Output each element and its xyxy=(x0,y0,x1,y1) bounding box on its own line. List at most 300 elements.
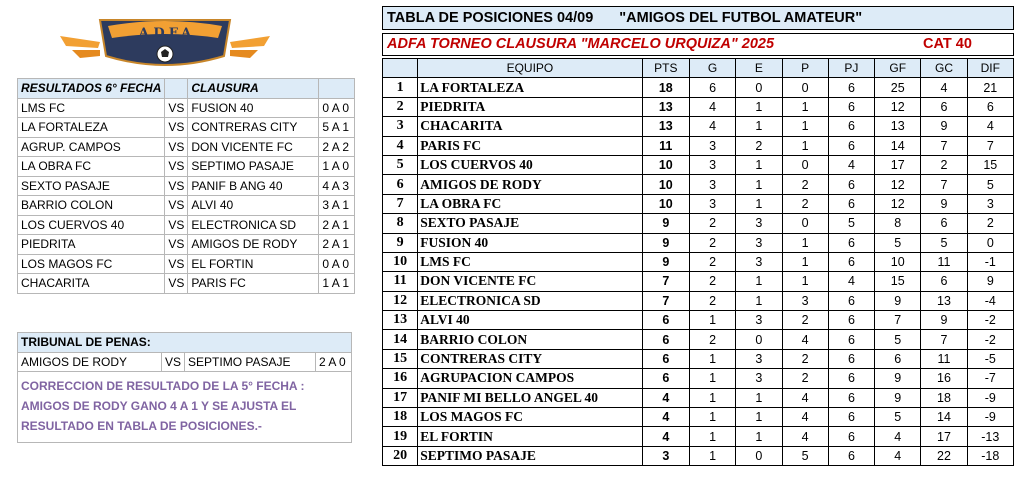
cell-pos: 15 xyxy=(383,349,418,368)
cell-e: 2 xyxy=(736,136,782,155)
result-score: 1 A 0 xyxy=(319,157,355,177)
standings-row xyxy=(383,194,1014,213)
result-row xyxy=(18,235,355,255)
cell-pj: 6 xyxy=(828,311,874,330)
cell-g: 1 xyxy=(689,446,735,465)
cell-pos: 2 xyxy=(383,97,418,116)
cell-team: AGRUPACION CAMPOS xyxy=(418,369,642,388)
cell-p: 0 xyxy=(782,214,828,233)
standings-title: TABLA DE POSICIONES 04/09 xyxy=(387,10,594,26)
result-vs: VS xyxy=(165,274,188,294)
cell-pts: 6 xyxy=(642,369,689,388)
cell-p: 3 xyxy=(782,291,828,310)
result-row xyxy=(18,157,355,177)
tribunal-header-row xyxy=(18,333,352,353)
tribunal-note: CORRECCION DE RESULTADO DE LA 5° FECHA : AMIGOS DE RODY GANO 4 A 1 Y SE AJUSTA EL RESULTADO EN TABLA DE POSICIONES.- xyxy=(18,372,352,443)
cell-e: 3 xyxy=(736,349,782,368)
standings-row xyxy=(383,369,1014,388)
cell-gf: 9 xyxy=(875,388,921,407)
cell-gc: 2 xyxy=(921,155,967,174)
tribunal-note-row xyxy=(18,372,352,443)
cell-g: 2 xyxy=(689,272,735,291)
cell-dif: 0 xyxy=(967,233,1013,252)
cell-dif: 21 xyxy=(967,78,1013,97)
cell-p: 2 xyxy=(782,194,828,213)
cell-pos: 8 xyxy=(383,214,418,233)
cell-gc: 6 xyxy=(921,214,967,233)
standings-row xyxy=(383,349,1014,368)
cell-pts: 10 xyxy=(642,175,689,194)
cell-pj: 6 xyxy=(828,175,874,194)
cell-pj: 6 xyxy=(828,330,874,349)
cell-gc: 4 xyxy=(921,78,967,97)
cell-pts: 9 xyxy=(642,252,689,271)
cell-pos: 16 xyxy=(383,369,418,388)
result-score: 2 A 1 xyxy=(319,235,355,255)
cell-team: LMS FC xyxy=(418,252,642,271)
cell-gc: 9 xyxy=(921,311,967,330)
standings-row xyxy=(383,427,1014,446)
result-home: LOS MAGOS FC xyxy=(18,254,165,274)
cell-pts: 9 xyxy=(642,233,689,252)
cell-pj: 6 xyxy=(828,408,874,427)
cell-g: 1 xyxy=(689,408,735,427)
cell-gf: 5 xyxy=(875,233,921,252)
result-vs: VS xyxy=(165,196,188,216)
standings-row xyxy=(383,233,1014,252)
result-away: PARIS FC xyxy=(188,274,319,294)
cell-p: 2 xyxy=(782,175,828,194)
column-header-pts: PTS xyxy=(642,59,689,78)
tribunal-away: SEPTIMO PASAJE xyxy=(185,352,316,372)
cell-g: 1 xyxy=(689,369,735,388)
result-away: ELECTRONICA SD xyxy=(188,215,319,235)
cell-e: 3 xyxy=(736,214,782,233)
results-header-blank xyxy=(165,79,188,99)
cell-p: 2 xyxy=(782,369,828,388)
cell-dif: -13 xyxy=(967,427,1013,446)
result-score: 5 A 1 xyxy=(319,118,355,138)
cell-pts: 11 xyxy=(642,136,689,155)
cell-team: FUSION 40 xyxy=(418,233,642,252)
cell-g: 4 xyxy=(689,117,735,136)
cell-pj: 5 xyxy=(828,214,874,233)
cell-pos: 3 xyxy=(383,117,418,136)
cell-g: 4 xyxy=(689,97,735,116)
column-header-pos xyxy=(383,59,418,78)
cell-pos: 19 xyxy=(383,427,418,446)
tournament-bar xyxy=(382,33,1014,56)
cell-team: LOS MAGOS FC xyxy=(418,408,642,427)
cell-gc: 7 xyxy=(921,175,967,194)
cell-dif: 3 xyxy=(967,194,1013,213)
cell-e: 3 xyxy=(736,233,782,252)
cell-dif: -7 xyxy=(967,369,1013,388)
result-score: 0 A 0 xyxy=(319,98,355,118)
cell-pts: 6 xyxy=(642,311,689,330)
cell-pts: 4 xyxy=(642,408,689,427)
cell-team: DON VICENTE FC xyxy=(418,272,642,291)
cell-gc: 16 xyxy=(921,369,967,388)
cell-pts: 13 xyxy=(642,97,689,116)
tribunal-vs: VS xyxy=(162,352,185,372)
result-home: LOS CUERVOS 40 xyxy=(18,215,165,235)
column-header-gf: GF xyxy=(875,59,921,78)
results-table xyxy=(17,78,355,294)
cell-p: 2 xyxy=(782,311,828,330)
cell-p: 4 xyxy=(782,427,828,446)
result-vs: VS xyxy=(165,176,188,196)
cell-g: 1 xyxy=(689,388,735,407)
cell-gf: 5 xyxy=(875,330,921,349)
cell-e: 0 xyxy=(736,330,782,349)
cell-gf: 17 xyxy=(875,155,921,174)
results-header-title: RESULTADOS 6° FECHA xyxy=(18,79,165,99)
cell-e: 1 xyxy=(736,175,782,194)
cell-gc: 6 xyxy=(921,97,967,116)
cell-pos: 10 xyxy=(383,252,418,271)
cell-dif: 7 xyxy=(967,136,1013,155)
cell-team: PANIF MI BELLO ANGEL 40 xyxy=(418,388,642,407)
result-away: AMIGOS DE RODY xyxy=(188,235,319,255)
standings-row xyxy=(383,97,1014,116)
cell-gc: 18 xyxy=(921,388,967,407)
cell-pos: 7 xyxy=(383,194,418,213)
cell-p: 1 xyxy=(782,272,828,291)
cell-dif: 4 xyxy=(967,117,1013,136)
cell-p: 5 xyxy=(782,446,828,465)
cell-p: 1 xyxy=(782,97,828,116)
cell-gc: 17 xyxy=(921,427,967,446)
result-vs: VS xyxy=(165,98,188,118)
cell-pts: 9 xyxy=(642,214,689,233)
cell-pos: 9 xyxy=(383,233,418,252)
cell-g: 2 xyxy=(689,233,735,252)
cell-gc: 13 xyxy=(921,291,967,310)
cell-pts: 7 xyxy=(642,291,689,310)
cell-g: 2 xyxy=(689,291,735,310)
cell-e: 1 xyxy=(736,155,782,174)
cell-dif: 2 xyxy=(967,214,1013,233)
cell-dif: -9 xyxy=(967,408,1013,427)
cell-gf: 9 xyxy=(875,369,921,388)
cell-pj: 6 xyxy=(828,446,874,465)
cell-e: 0 xyxy=(736,446,782,465)
adfa-logo xyxy=(60,12,270,74)
cell-p: 4 xyxy=(782,408,828,427)
column-header-p: P xyxy=(782,59,828,78)
cell-pos: 6 xyxy=(383,175,418,194)
result-home: LA FORTALEZA xyxy=(18,118,165,138)
cell-p: 1 xyxy=(782,136,828,155)
column-header-pj: PJ xyxy=(828,59,874,78)
cell-pj: 6 xyxy=(828,233,874,252)
cell-dif: -5 xyxy=(967,349,1013,368)
standings-table xyxy=(382,58,1014,466)
cell-team: AMIGOS DE RODY xyxy=(418,175,642,194)
cell-gf: 15 xyxy=(875,272,921,291)
standings-row xyxy=(383,175,1014,194)
result-home: PIEDRITA xyxy=(18,235,165,255)
standings-row xyxy=(383,291,1014,310)
cell-e: 1 xyxy=(736,194,782,213)
result-home: AGRUP. CAMPOS xyxy=(18,137,165,157)
column-header-g: G xyxy=(689,59,735,78)
cell-gc: 11 xyxy=(921,349,967,368)
cell-dif: 6 xyxy=(967,97,1013,116)
column-header-e: E xyxy=(736,59,782,78)
cell-gf: 9 xyxy=(875,291,921,310)
cell-gc: 5 xyxy=(921,233,967,252)
cell-pts: 10 xyxy=(642,155,689,174)
column-header-gc: GC xyxy=(921,59,967,78)
cell-pts: 10 xyxy=(642,194,689,213)
result-vs: VS xyxy=(165,215,188,235)
cell-gf: 5 xyxy=(875,408,921,427)
standings-row xyxy=(383,214,1014,233)
cell-team: ALVI 40 xyxy=(418,311,642,330)
cell-p: 0 xyxy=(782,155,828,174)
cell-pj: 6 xyxy=(828,78,874,97)
cell-e: 1 xyxy=(736,117,782,136)
cell-p: 1 xyxy=(782,117,828,136)
cell-team: SEPTIMO PASAJE xyxy=(418,446,642,465)
cell-team: PARIS FC xyxy=(418,136,642,155)
result-away: CONTRERAS CITY xyxy=(188,118,319,138)
result-row xyxy=(18,215,355,235)
cell-e: 3 xyxy=(736,311,782,330)
standings-row xyxy=(383,330,1014,349)
result-away: FUSION 40 xyxy=(188,98,319,118)
result-home: LMS FC xyxy=(18,98,165,118)
cell-p: 0 xyxy=(782,78,828,97)
result-away: SEPTIMO PASAJE xyxy=(188,157,319,177)
cell-gf: 25 xyxy=(875,78,921,97)
cell-pj: 6 xyxy=(828,136,874,155)
result-home: CHACARITA xyxy=(18,274,165,294)
cell-pos: 12 xyxy=(383,291,418,310)
cell-pj: 6 xyxy=(828,427,874,446)
cell-g: 2 xyxy=(689,252,735,271)
cell-pj: 6 xyxy=(828,252,874,271)
cell-gc: 7 xyxy=(921,136,967,155)
cell-p: 2 xyxy=(782,349,828,368)
cell-team: CONTRERAS CITY xyxy=(418,349,642,368)
cell-g: 3 xyxy=(689,155,735,174)
result-away: ALVI 40 xyxy=(188,196,319,216)
cell-e: 3 xyxy=(736,252,782,271)
cell-team: PIEDRITA xyxy=(418,97,642,116)
result-score: 2 A 1 xyxy=(319,215,355,235)
cell-pos: 4 xyxy=(383,136,418,155)
cell-pos: 20 xyxy=(383,446,418,465)
cell-gc: 6 xyxy=(921,272,967,291)
cell-pts: 6 xyxy=(642,349,689,368)
cell-gf: 10 xyxy=(875,252,921,271)
cell-g: 2 xyxy=(689,214,735,233)
cell-pts: 6 xyxy=(642,330,689,349)
cell-dif: -18 xyxy=(967,446,1013,465)
cell-e: 1 xyxy=(736,291,782,310)
standings-row xyxy=(383,117,1014,136)
standings-row xyxy=(383,252,1014,271)
cell-pos: 13 xyxy=(383,311,418,330)
cell-gc: 22 xyxy=(921,446,967,465)
cell-gf: 8 xyxy=(875,214,921,233)
result-vs: VS xyxy=(165,157,188,177)
cell-dif: 5 xyxy=(967,175,1013,194)
cell-gf: 12 xyxy=(875,194,921,213)
cell-pj: 4 xyxy=(828,272,874,291)
result-home: SEXTO PASAJE xyxy=(18,176,165,196)
results-header-blank-2 xyxy=(319,79,355,99)
cell-pj: 6 xyxy=(828,97,874,116)
result-score: 4 A 3 xyxy=(319,176,355,196)
cell-gf: 14 xyxy=(875,136,921,155)
cell-team: CHACARITA xyxy=(418,117,642,136)
tribunal-score: 2 A 0 xyxy=(316,352,352,372)
cell-pj: 6 xyxy=(828,117,874,136)
cell-g: 3 xyxy=(689,175,735,194)
cell-gf: 6 xyxy=(875,349,921,368)
cell-g: 1 xyxy=(689,311,735,330)
cell-team: LOS CUERVOS 40 xyxy=(418,155,642,174)
cell-team: SEXTO PASAJE xyxy=(418,214,642,233)
cell-g: 2 xyxy=(689,330,735,349)
cell-e: 0 xyxy=(736,78,782,97)
cell-pj: 4 xyxy=(828,155,874,174)
cell-pos: 11 xyxy=(383,272,418,291)
cell-gf: 7 xyxy=(875,311,921,330)
cell-pj: 6 xyxy=(828,369,874,388)
cell-p: 1 xyxy=(782,252,828,271)
standings-row xyxy=(383,408,1014,427)
result-row xyxy=(18,137,355,157)
cell-pts: 7 xyxy=(642,272,689,291)
cell-gc: 9 xyxy=(921,117,967,136)
result-row xyxy=(18,98,355,118)
result-row xyxy=(18,118,355,138)
cell-team: LA FORTALEZA xyxy=(418,78,642,97)
cell-pts: 18 xyxy=(642,78,689,97)
logo-text: A.D.F.A xyxy=(138,26,192,41)
cell-pj: 6 xyxy=(828,194,874,213)
standings-row xyxy=(383,136,1014,155)
cell-gf: 12 xyxy=(875,97,921,116)
cell-e: 1 xyxy=(736,408,782,427)
league-name: "AMIGOS DEL FUTBOL AMATEUR" xyxy=(619,10,863,26)
standings-header-row xyxy=(383,59,1014,78)
result-row xyxy=(18,254,355,274)
result-score: 3 A 1 xyxy=(319,196,355,216)
result-vs: VS xyxy=(165,254,188,274)
cell-team: BARRIO COLON xyxy=(418,330,642,349)
result-away: PANIF B ANG 40 xyxy=(188,176,319,196)
cell-pj: 6 xyxy=(828,349,874,368)
cell-gf: 12 xyxy=(875,175,921,194)
result-home: LA OBRA FC xyxy=(18,157,165,177)
tribunal-home: AMIGOS DE RODY xyxy=(18,352,162,372)
cell-pj: 6 xyxy=(828,291,874,310)
result-score: 0 A 0 xyxy=(319,254,355,274)
cell-p: 1 xyxy=(782,233,828,252)
result-row xyxy=(18,274,355,294)
result-home: BARRIO COLON xyxy=(18,196,165,216)
results-header-tournament: CLAUSURA xyxy=(188,79,319,99)
result-away: EL FORTIN xyxy=(188,254,319,274)
standings-row xyxy=(383,311,1014,330)
tribunal-row xyxy=(18,352,352,372)
standings-row xyxy=(383,388,1014,407)
cell-pts: 13 xyxy=(642,117,689,136)
standings-row xyxy=(383,446,1014,465)
cell-pts: 3 xyxy=(642,446,689,465)
tribunal-header: TRIBUNAL DE PENAS: xyxy=(18,333,352,353)
result-away: DON VICENTE FC xyxy=(188,137,319,157)
cell-e: 1 xyxy=(736,427,782,446)
category-label: CAT 40 xyxy=(923,36,972,52)
standings-row xyxy=(383,272,1014,291)
cell-g: 3 xyxy=(689,194,735,213)
result-vs: VS xyxy=(165,137,188,157)
cell-e: 1 xyxy=(736,272,782,291)
cell-pts: 4 xyxy=(642,427,689,446)
cell-p: 4 xyxy=(782,330,828,349)
result-vs: VS xyxy=(165,118,188,138)
cell-g: 3 xyxy=(689,136,735,155)
cell-team: EL FORTIN xyxy=(418,427,642,446)
result-score: 1 A 1 xyxy=(319,274,355,294)
cell-gc: 11 xyxy=(921,252,967,271)
cell-gf: 4 xyxy=(875,446,921,465)
cell-gc: 7 xyxy=(921,330,967,349)
standings-title-bar xyxy=(382,6,1014,30)
tribunal-table xyxy=(17,332,352,443)
results-header-row xyxy=(18,79,355,99)
cell-dif: -4 xyxy=(967,291,1013,310)
cell-pts: 4 xyxy=(642,388,689,407)
cell-gc: 14 xyxy=(921,408,967,427)
cell-dif: -2 xyxy=(967,311,1013,330)
cell-g: 6 xyxy=(689,78,735,97)
cell-pos: 5 xyxy=(383,155,418,174)
cell-dif: -1 xyxy=(967,252,1013,271)
cell-pj: 6 xyxy=(828,388,874,407)
cell-gf: 4 xyxy=(875,427,921,446)
result-vs: VS xyxy=(165,235,188,255)
standings-row xyxy=(383,78,1014,97)
column-header-dif: DIF xyxy=(967,59,1013,78)
tournament-name: ADFA TORNEO CLAUSURA "MARCELO URQUIZA" 2025 xyxy=(387,36,775,52)
cell-pos: 1 xyxy=(383,78,418,97)
result-row xyxy=(18,196,355,216)
cell-team: ELECTRONICA SD xyxy=(418,291,642,310)
cell-dif: -2 xyxy=(967,330,1013,349)
cell-dif: -9 xyxy=(967,388,1013,407)
cell-dif: 9 xyxy=(967,272,1013,291)
result-row xyxy=(18,176,355,196)
cell-pos: 17 xyxy=(383,388,418,407)
column-header-team: EQUIPO xyxy=(418,59,642,78)
result-score: 2 A 2 xyxy=(319,137,355,157)
cell-gc: 9 xyxy=(921,194,967,213)
cell-e: 1 xyxy=(736,97,782,116)
cell-g: 1 xyxy=(689,427,735,446)
cell-pos: 14 xyxy=(383,330,418,349)
cell-dif: 15 xyxy=(967,155,1013,174)
standings-row xyxy=(383,155,1014,174)
cell-team: LA OBRA FC xyxy=(418,194,642,213)
